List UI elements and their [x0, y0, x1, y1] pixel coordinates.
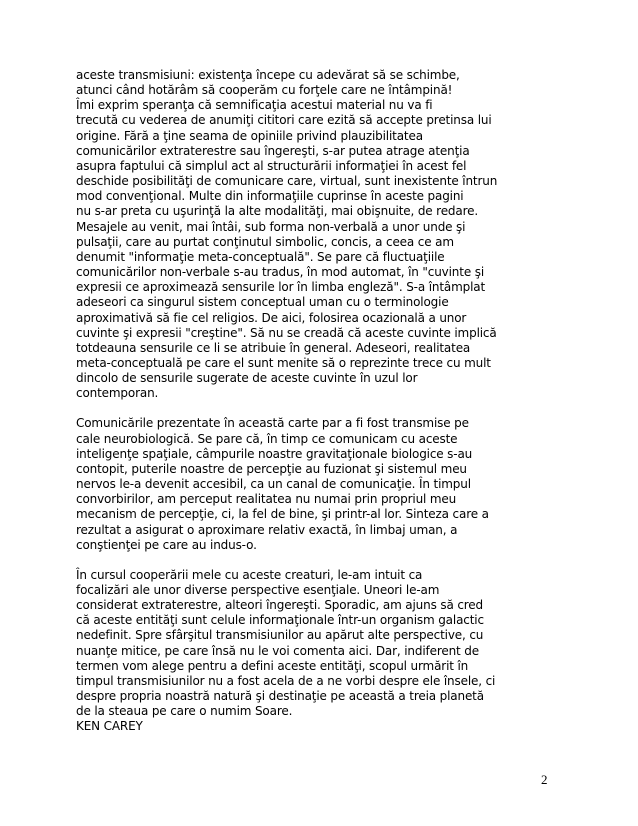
- paragraph-spacer: [76, 553, 576, 568]
- text-line: mecanism de percepţie, ci, la fel de bine, şi printr-al lor. Sinteza care a: [76, 507, 489, 522]
- text-line: meta-conceptuală pe care el sunt menite să o reprezinte trece cu mult: [76, 355, 491, 370]
- author-signature: KEN CAREY: [76, 719, 143, 734]
- text-line: aproximativă să fie cel religios. De aici, folosirea ocazională a unor: [76, 310, 467, 325]
- text-line: dincolo de sensurile sugerate de aceste cuvinte în uzul lor: [76, 371, 418, 386]
- text-line: aceste transmisiuni: existenţa începe cu adevărat să se schimbe,: [76, 68, 460, 82]
- text-line: nuanţe mitice, pe care însă nu le voi comenta aici. Dar, indiferent de: [76, 643, 479, 658]
- text-line: deschide posibilităţi de comunicare care, virtual, sunt inexistente întrun: [76, 174, 498, 189]
- text-line: rezultat a asigurat o aproximare relativ exactă, în limbaj uman, a: [76, 522, 458, 537]
- text-line: comunicărilor non-verbale s-au tradus, în mod automat, în "cuvinte şi: [76, 265, 485, 280]
- text-line: totdeauna sensurile ce li se atribuie în general. Adeseori, realitatea: [76, 340, 471, 355]
- text-line: În cursul cooperării mele cu aceste creaturi, le-am intuit ca: [76, 567, 423, 582]
- text-line: adeseori ca singurul sistem conceptual uman cu o terminologie: [76, 295, 449, 310]
- text-line: cuvinte şi expresii "creştine". Să nu se creadă că aceste cuvinte implică: [76, 325, 497, 340]
- page-number: 2: [541, 772, 548, 787]
- body-text: [76, 68, 576, 735]
- text-line: cale neurobiologică. Se pare că, în timp ce comunicam cu aceste: [76, 431, 458, 446]
- text-line: asupra faptului că simplul act al structurării informaţiei în acest fel: [76, 158, 467, 173]
- text-line: atunci când hotărâm să cooperăm cu forţele care ne întâmpină!: [76, 83, 453, 98]
- paragraph-3: [76, 568, 576, 735]
- text-line: considerat extraterestre, alteori îngereşti. Sporadic, am ajuns să cred: [76, 598, 483, 613]
- paragraph-2: [76, 416, 576, 552]
- text-line: Comunicările prezentate în această carte par a fi fost transmise pe: [76, 416, 469, 431]
- text-line: pulsaţii, care au purtat conţinutul simbolic, concis, a ceea ce am: [76, 234, 454, 249]
- text-line: mod convenţional. Multe din informaţiile cuprinse în aceste pagini: [76, 189, 464, 204]
- text-line: focalizări ale unor diverse perspective esenţiale. Uneori le-am: [76, 583, 440, 597]
- text-line: termen vom alege pentru a defini aceste entităţi, scopul urmărit în: [76, 658, 469, 673]
- text-line: contopit, puterile noastre de percepţie au fuzionat şi sistemul meu: [76, 461, 467, 476]
- text-line: trecută cu vederea de anumiţi cititori care ezită să accepte pretinsa lui: [76, 113, 492, 128]
- paragraph-1: [76, 68, 576, 401]
- text-line: contemporan.: [76, 386, 159, 401]
- text-line: inteligenţe spaţiale, câmpurile noastre gravitaţionale biologice s-au: [76, 446, 473, 461]
- paragraph-spacer: [76, 401, 576, 416]
- text-line: conştienţei pe care au indus-o.: [76, 537, 257, 552]
- text-line: nedefinit. Spre sfârşitul transmisiunilor au apărut alte perspective, cu: [76, 628, 484, 643]
- text-line: denumit "informaţie meta-conceptuală". Se pare că fluctuaţiile: [76, 249, 445, 264]
- text-line: despre propria noastră natură şi destinaţie pe această a treia planetă: [76, 689, 484, 704]
- text-line: origine. Fără a ţine seama de opiniile privind plauzibilitatea: [76, 128, 423, 143]
- text-line: că aceste entităţi sunt celule informaţionale într-un organism galactic: [76, 613, 484, 628]
- text-line: nu s-ar preta cu uşurinţă la alte modalităţi, mai obişnuite, de redare.: [76, 204, 479, 219]
- text-line: convorbirilor, am perceput realitatea nu numai prin propriul meu: [76, 492, 457, 507]
- text-line: Îmi exprim speranţa că semnificaţia acestui material nu va fi: [76, 98, 433, 113]
- text-line: nervos le-a devenit accesibil, ca un canal de comunicaţie. În timpul: [76, 477, 471, 492]
- text-line: expresii ce aproximează sensurile lor în limba engleză". S-a întâmplat: [76, 280, 486, 295]
- text-line: de la steaua pe care o numim Soare.: [76, 704, 293, 719]
- text-line: timpul transmisiunilor nu a fost acela de a ne vorbi despre ele însele, ci: [76, 673, 496, 688]
- text-line: comunicărilor extraterestre sau îngereşti, s-ar putea atrage atenţia: [76, 143, 470, 158]
- text-line: Mesajele au venit, mai întâi, sub forma non-verbală a unor unde şi: [76, 219, 466, 234]
